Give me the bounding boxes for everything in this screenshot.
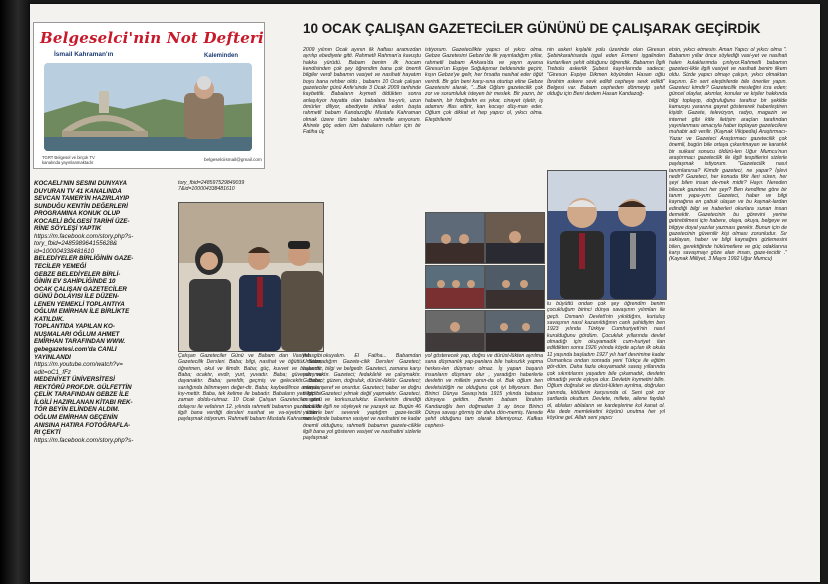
article-column-4: nin askeri kışlalık yolu üzerinde olan Giresun Şebinkarahisarda işgal eden Ermeni işgalinden kurtarılken şehit olduğunu öğrendik. Babamın İlgili Trebolu askerlik Şubesi kayıt-larında sadece; "Giresun Espiye Dikmen köyünden Hasan oğlu İbrahim askere sevk edildi cepheye sevk edildi" Belgesi var. Babam cepheden dönmeyip şehit olduğu için Beni dedem Hasan Kandazoğ- xyxy=(547,47,665,98)
article-column-2-lower: İhlas okuyalım. El Fatiha... Babamdan Unutamadığım Gazete-cilik Dersleri Gazeteci; haberdir, bilgi ve belgedir. Gazeteci, zamana karşı yarışmaktır. Gazeteci; fedakârlık ve çalışmaktır. Gazeteci; güzen, doğruluk, dürüst-lüktür. Gazeteci; namus, şeref ve onurdur. Gazeteci; haber ve doğru bilgidir. Gazeteci yılmak değil yapmaktır. Gazeteci, cesaret ve korkusuzluktur. Eserlerinin dinediği baba ile ilgili ne söyleyek ne yazayık az. Bugün 46 yıldan beri severek yaptığım gaze-tecilik mesleğinde babamın vasiyet ve nasihatini ne kadar önemli olduğunu, rahmetli babamın gazete-cilikle ilgili bana yol gösteren vasiyet ve nasihatini sizlerle paylaşmak xyxy=(303,353,421,442)
sidebar-line: BELEDİYELER BİRLİĞİNİN GAZE- xyxy=(34,255,134,263)
sidebar-line: RI ÇEKTİ xyxy=(34,429,61,437)
bridge-illustration xyxy=(44,63,252,151)
sidebar-line: MEDENİYET ÜNİVERSİTESİ xyxy=(34,376,115,384)
sidebar-line: TOPLANTIDA YAPILAN KO- xyxy=(34,323,115,331)
meeting-scene-icon xyxy=(426,266,484,308)
sidebar-link[interactable]: https://m.facebook.com/story.php?s- xyxy=(34,436,134,444)
sidebar-line: SEVCAN TAMER'İN HAZIRLAYIP xyxy=(34,195,130,203)
meeting-scene-icon xyxy=(486,311,544,351)
meeting-photo-3 xyxy=(425,265,485,309)
sidebar-line: RİNE SÖYLEŞİ YAPTIK xyxy=(34,225,102,233)
background-edge xyxy=(0,0,30,584)
sidebar-line: NUŞMALARI OĞLUM AHMET xyxy=(34,330,120,338)
sidebar-line: TECİLER YEMEĞİ xyxy=(34,263,87,271)
sidebar-line: İLGİLİ HAZIRLANAN KİTABI REK- xyxy=(34,398,133,406)
logo-title: Belgeselci'nin Not Defteri xyxy=(40,29,264,47)
sidebar-line: ĞİNİN EV SAHİPLİĞİNDE 10 xyxy=(34,278,116,286)
meeting-photo-4 xyxy=(485,265,545,309)
logo-footnote: TGRT Belgesel ve birçok TV kanalında yayınlanmaktadır xyxy=(42,155,95,165)
meeting-photo-2 xyxy=(485,212,545,264)
bridge-scene-icon xyxy=(44,63,252,151)
meeting-photo-1 xyxy=(425,212,485,264)
logo-email: belgeselciismail@gmail.com xyxy=(204,157,262,162)
sidebar-link[interactable]: https://m.youtube.com/watch?v= xyxy=(34,361,123,369)
family-portrait-icon xyxy=(179,203,323,351)
article-column-3: istiyorum. Gazetecilikte yapıcı ol yıkıcı olma. Gebze Gazetesini Gebze'de ilk yayınladığım yıllar, rahmetli babam Ankara'da ve yayın ayanıa Giresun'un Espiye Soğukpınar beldesinde geçirir, kışın Gebze'ye gelir, her fırsatta nasihat eder öğüt verirdi. Bir gün beni karşı-sına oturtup eline Gebze Gazetesini alarak, "...Bak Oğlum gazetecilik çok zor ve sorumluluk isteyen bir meslek. Bir yazın, bir haberin, bir fotoğrafın es yıkar, cinayet işletir, iş adamını iflas ettirir, kan kocayı düş-man eder. Oğlum çok dikkat et hep yapıcı ol, yıkıcı olma. Eleştirilerini xyxy=(425,47,543,123)
rector-photo xyxy=(547,170,667,300)
meeting-scene-icon xyxy=(486,213,544,263)
sidebar-line: DUYURAN TV 41 KANALINDA xyxy=(34,187,122,195)
sidebar-link[interactable]: id=100004338481610 xyxy=(34,247,95,255)
page-headline: 10 OCAK ÇALIŞAN GAZETECİLER GÜNÜNÜ DE ÇALIŞARAK GEÇİRDİK xyxy=(303,21,761,36)
sidebar-link[interactable]: edit=oC1_fFz xyxy=(34,368,71,376)
sidebar-line: KATILDIK. xyxy=(34,315,65,323)
meeting-scene-icon xyxy=(426,311,484,351)
article-column-3-lower: yol gösterecek yap, doğru ve dürüst-lükten ayrılma sana düşmanlık yap-panlara bile haksızlık yapma herkes-len düşmanı olmaz. İş yapan başarılı insanların düşmanı olur , yaradığın haberlerle devletin ve milletin yanın-da ol. Bak oğlum ben devletsizliğin ne olduğunu çok iyi biliyorum. Ben Birinci Dünya Savaşı'nda 1915 yılında babasız dünyaya geldim. Benim babam İbrahim Kandazoğlu ben doğmadan 3 ay önce Birinci Dünya savaşı görmiş bir daha dön-memiş. Nerede şehit olduğunu tam olarak bilemiyoruz. Kafkas cephesi- xyxy=(425,353,543,429)
article-column-5: etsin, yıkıcı etmesin. Aman Yapıcı ol yıkıcı olma ". Babamın yıllar önce söylediği vasi-yet ve nasihati halen kulaklarımda çınlıyor.Rahmetli babamın gazeteci-likle ilgili vasiyet ve nasihati benim ilkem oldu. Sizde yapıcı olmayı çalışın, yıkıcı olmaktan kaçının. En sert eleştirilerde bile öneriler yapın. Gazeteci kimdir? Gazetecilik mesleğini icra eden; güncel olaylar, akımlar, konular ve kişiler hakkında bilgi toplayıp, doğruluğunu tarafsız bir şekilde kamuoyu yararına gayret göstererek haberleştiren kişidir. Gazete, televizyon, radyo, magazin ve internet gibi kitle iletişim araçları tarafından yayınlanması amacıyla haber toplayan gazetecilere muhabir adı verilir. (Kaynak Vikipedia) Araştırmacı-Yazar ve Gazeteci Araştırmacı gazetecilik çok önemli, bugün bile ortaya çıkarılmayan ve karanlık bir suikast sonucu öldürü-len Uğur Mumcu'nun araştırmacı gazetecilik ile ilgili tespitlerini sizlerle paylaşmak istiyorum. "Gazetecilik nasıl tanımlanırsa? Kimdir gazeteci, ne yapar? İşlevi nedir? Gazeteci, her konuda fikir ileri süren, her şeyi bilen insan de-mek midir? Hayır. Nereden bilecek gazeteci her şeyi? Ben kendilme göre bir tanım yapa-yım: Gazeteci, haber ve bilgi kaynağına en çabuk ulaşan ve bu kaynak-lardan edindiği bilgi ve haberleri okurlara sunan insan demektir. Gazetecinin bu görevini yerine getirebilmesi için habere, olaya, okuya, belgeye ve bilgiye doyal yazılar yazması gerekir. Bunun için de gazetecinin güvenilir kişi olması zorunludur. Sır saklayan, haber ve bilgi kaynağını gizlemesini bilen, gerektiğinde hükümetlere ve güç odaklarına karşı savaşmayı göze alan insan, gaze-tecidir ." (Kaynak Milliyet, 3 Mayıs 1992 Uğur Mumcu) xyxy=(669,47,787,263)
newspaper-page xyxy=(30,4,820,582)
sidebar-line: OĞLUM EMİRHAN GEÇENİN xyxy=(34,413,118,421)
sidebar-line: SUNDUĞU KENTİN DEĞERLERİ xyxy=(34,202,128,210)
sidebar-line: ANISINA HATIRA FOTOĞRAFLA- xyxy=(34,421,131,429)
story-link[interactable]: tory_fbid=248597529849039 7&id=100004338481610 xyxy=(178,180,245,193)
meeting-scene-icon xyxy=(486,266,544,308)
logo-author: İsmail Kahraman'ın xyxy=(54,51,114,58)
sidebar-line: GÜNÜ DOLAYISI İLE DÜZEN- xyxy=(34,293,120,301)
sidebar-line: EMİRHAN TARAFINDAN WWW. xyxy=(34,338,126,346)
sidebar-line: OCAK ÇALIŞAN GAZETECİLER xyxy=(34,285,127,293)
sidebar-line: KOCAELİ'NİN SESİNİ DÜNYAYA xyxy=(34,180,127,187)
sidebar-line: KOCAELİ BÖLGESİ TARİHİ ÜZE- xyxy=(34,217,130,225)
sidebar-notes xyxy=(34,180,174,578)
sidebar-link[interactable]: https://m.facebook.com/story.php?s- xyxy=(34,232,134,240)
logo-pen: Kaleminden xyxy=(204,53,239,59)
article-column-2: 2009 yılının Ocak ayının ilk haftası aramızdan ayrılıp ebediyete gitti. Rahmetli Rahman'a kavuştu hakka yürüdü. Babam benim ilk hocam kendisinden çok şey öğrendim bana çok önemli bilgiler verdi babamın vasiyet ve nasihati hayatım boyu bana rehber oldu , babamı 10 Ocak çalışan gazeteciler günü Anfe'sinde 3 Ocak 2009 tarihinde kaybettik. Babaların kıymeti öldükten sonra anlaşılıyor hayatta olan babalara ha-yırlı, uzun ömürler diliyor, ebediyete intikal eden başta rahmetli babam Kandazoğlu Mustafa Kahraman olmak üzere tüm babaları rahmetle anıyorum. Ahirete göç eden tüm babaların ruhları için bir Fatiha üç xyxy=(303,47,421,136)
meeting-scene-icon xyxy=(426,213,484,263)
sidebar-line: REKTÖRÜ PROF.DR. GÜLFETTİN xyxy=(34,383,132,391)
sidebar-line: PROGRAMINA KONUK OLUP xyxy=(34,210,121,218)
sidebar-line: GEBZE BELEDİYELER BİRLİ- xyxy=(34,270,121,278)
sidebar-line: gebegazetesi.com'da CANLI xyxy=(34,346,117,354)
meeting-photo-6 xyxy=(485,310,545,352)
article-column-4-lower: lu büyüttü ondan çok şey öğrendim benim çocukluğum birinci dünya savaşının yılımları ile geçti. Osmanlı Devleti'nin yıkıldığını, kurtuluş savaşının nasıl kazanıldığının canlı şahidiyim ben 1923 yılında Türkiye Cumhuriyeti'nin nasıl kurulduğunu gördüm. Çocukluk yıllarında devlet olmadığı için okuyamadık cum-huriyet ilan edildikten sonra 1926 yılında köyde açılan ilk okula 11 yaşında başladım 1927 yılı harf devrimine kadar Osmanlıca ondan sonrada yeni Türkçe ile eğitim gör-düm. Daha fazla okuyamadık savaş yıllarında çok sıkıntılarını yaşadım bile çıkamadık, devletin olmadığı yerde eşkıya olur. Devletin kıymetini bilin. Oğlum doğruluk ve dürüst-lükten ayrılma, doğruları yanında, kötülerin karşısında ol. Seni çok zor şartlarda okuttum. Devlete, millete, ailene faydalı ol, ablaları ablaların ve kardeşlerine kol kanat ol. Ata dede memleketini köyünü unutma her yıl köyüne gel. Allah seni yapıcı xyxy=(547,301,665,422)
sidebar-line: LENEN YEMEKLİ TOPLANTIYA xyxy=(34,300,125,308)
sidebar-line: ÇELİK TARAFINDAN GEBZE İLE xyxy=(34,391,129,399)
meeting-photo-5 xyxy=(425,310,485,352)
two-men-portrait-icon xyxy=(548,171,666,299)
column-logo xyxy=(33,22,265,169)
photo-caption-text: Çalışan Gazeteciler Günü ve Babam dan Vasiyet gibi Gazetecilik Dersleri. Baba; bilgi, nasihat ve öğüttür. Baba; öğretmen, okul ve ilimdir. Baba; güç, kuvvet ve başarıdır. Baba; ocaktır, evdir, yurt, yuvadır. Baba; güvendir ve dayanaktır. Baba; şerefdir, geçmiş ve gelecektir. Baba; sarılığında bilinmeyen değer-dir. Baba; kaybedilince anlaşılan kıy-mettir. Baba, tek kelime ile babadır. Babaların yeri hiç bir zaman doldu-rulmaz. 10 Ocak Çalışan Gazeteciler günü dolayısı ile vefatının 12. yılında rahmetli babamın gazetecilikle ilgili bana verdiği dersleri nasihat ve va-siyetini sizlerle paylaşmak istiyorum. Rahmetli babam Mustafa Kahraman xyxy=(178,353,322,423)
sidebar-line: OĞLUM EMİRHAN İLE BİRLİKTE xyxy=(34,308,130,316)
sidebar-line: TÖR BEYİN ELİNDEN ALDIM. xyxy=(34,406,120,414)
sidebar-line: YAYINLANDI xyxy=(34,353,71,361)
sidebar-link[interactable]: tory_fbid=248598964155628& xyxy=(34,240,118,248)
